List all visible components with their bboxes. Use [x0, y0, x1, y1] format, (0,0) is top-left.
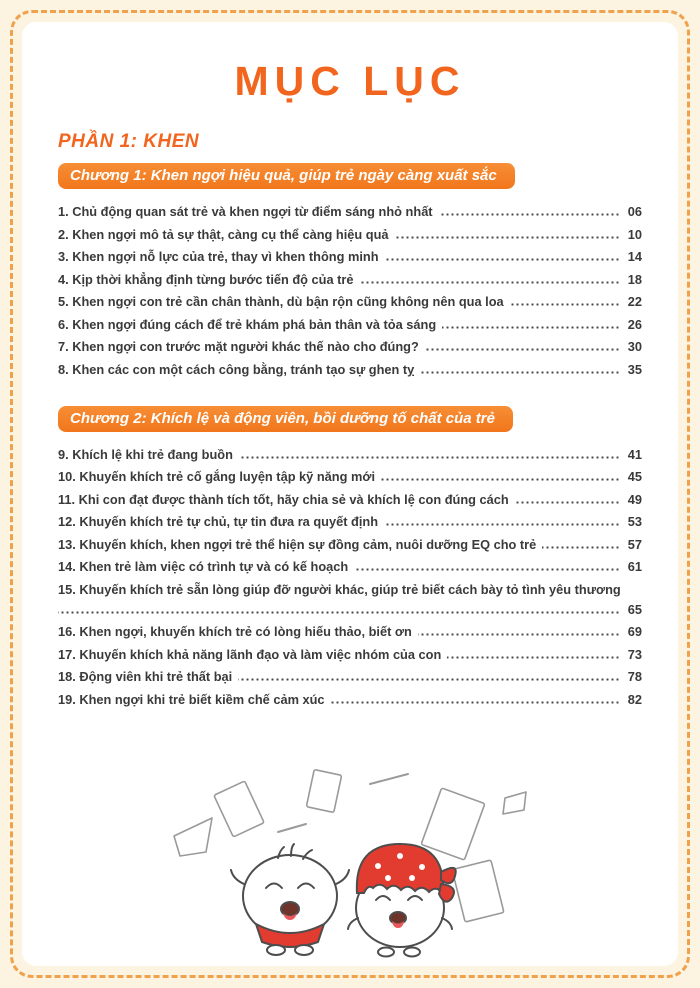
toc-item-label: 7. Khen ngợi con trước mặt người khác thế nào cho đúng?: [58, 339, 425, 354]
part-heading: PHẦN 1: KHEN: [58, 131, 200, 152]
toc-item-label: 11. Khi con đạt được thành tích tốt, hãy chia sẻ và khích lệ con đúng cách: [58, 492, 515, 507]
toc-item: [58, 247, 642, 267]
toc-list: [58, 445, 642, 710]
toc-item: [58, 270, 642, 290]
toc-item-page-number: 22: [621, 292, 642, 312]
toc-list: [58, 202, 642, 380]
toc-item: [58, 512, 642, 532]
toc-item-page-number: 26: [621, 315, 642, 335]
toc-item-label: 9. Khích lệ khi trẻ đang buồn: [58, 447, 239, 462]
toc-item: [58, 690, 642, 710]
page-title: MỤC LỤC: [234, 58, 466, 104]
toc-item-label: 18. Động viên khi trẻ thất bại: [58, 669, 238, 684]
toc-item-page-number: 69: [621, 622, 642, 642]
toc-item: [58, 360, 642, 380]
toc-item: [58, 667, 642, 687]
toc-item-page-number: 18: [621, 270, 642, 290]
toc-item-page-number: 73: [621, 645, 642, 665]
toc-item-page-number: 57: [621, 535, 642, 555]
toc-item-page-number: 30: [621, 337, 642, 357]
toc-item-page-number: 35: [621, 360, 642, 380]
toc-item-page-number: 06: [621, 202, 642, 222]
toc-item-label: 1. Chủ động quan sát trẻ và khen ngợi từ điểm sáng nhỏ nhất: [58, 204, 439, 219]
toc-item-page-number: 10: [621, 225, 642, 245]
toc-item-page-number: 65: [621, 600, 642, 620]
toc-item-label: 10. Khuyến khích trẻ cố gắng luyện tập kỹ năng mới: [58, 469, 381, 484]
toc-item-label: 4. Kịp thời khẳng định từng bước tiến độ của trẻ: [58, 272, 360, 287]
toc-item-label: 15. Khuyến khích trẻ sẵn lòng giúp đỡ người khác, giúp trẻ biết cách bày tỏ tình yêu thương: [58, 582, 627, 597]
toc-item-page-number: 49: [621, 490, 642, 510]
toc-item: [58, 535, 642, 555]
toc-item-label: 6. Khen ngợi đúng cách để trẻ khám phá bản thân và tỏa sáng: [58, 317, 442, 332]
toc-item-label: 13. Khuyến khích, khen ngợi trẻ thể hiện sự đồng cảm, nuôi dưỡng EQ cho trẻ: [58, 537, 542, 552]
toc-item-label: 14. Khen trẻ làm việc có trình tự và có kế hoạch: [58, 559, 354, 574]
toc-item-label: 17. Khuyến khích khả năng lãnh đạo và làm việc nhóm của con: [58, 647, 447, 662]
toc-item-label: 8. Khen các con một cách công bằng, tránh tạo sự ghen tỵ: [58, 362, 420, 377]
toc-item: [58, 225, 642, 245]
toc-item-label: 16. Khen ngợi, khuyến khích trẻ có lòng hiếu thảo, biết ơn: [58, 624, 418, 639]
toc-item-page-number: 45: [621, 467, 642, 487]
toc-item-page-number: 41: [621, 445, 642, 465]
toc-item-label: 5. Khen ngợi con trẻ cần chân thành, dù bận rộn cũng không nên qua loa: [58, 294, 510, 309]
chapter-section: [58, 163, 642, 380]
book-page: [22, 22, 678, 966]
toc-item: [58, 315, 642, 335]
chapter-section: [58, 406, 642, 710]
toc-chapters: [58, 163, 642, 710]
toc-item-page-number: 82: [621, 690, 642, 710]
toc-item: [58, 580, 642, 620]
chapter-heading-banner: Chương 1: Khen ngợi hiệu quả, giúp trẻ ngày càng xuất sắc: [58, 163, 515, 189]
children-illustration-drawing: [160, 768, 540, 967]
toc-item-page-number: 61: [621, 557, 642, 577]
toc-item-page-number: 78: [621, 667, 642, 687]
toc-item: [58, 337, 642, 357]
toc-item: [58, 557, 642, 577]
toc-item: [58, 445, 642, 465]
toc-item: [58, 490, 642, 510]
toc-item: [58, 467, 642, 487]
toc-item: [58, 622, 642, 642]
toc-item-page-number: 53: [621, 512, 642, 532]
toc-item: [58, 645, 642, 665]
toc-item-label: 2. Khen ngợi mô tả sự thật, càng cụ thể càng hiệu quả: [58, 227, 395, 242]
toc-item-label: 3. Khen ngợi nỗ lực của trẻ, thay vì khen thông minh: [58, 249, 385, 264]
toc-item: [58, 292, 642, 312]
toc-item-label: 19. Khen ngợi khi trẻ biết kiềm chế cảm xúc: [58, 692, 331, 707]
toc-item-page-number: 14: [621, 247, 642, 267]
children-illustration: [58, 768, 642, 967]
toc-item-label: 12. Khuyến khích trẻ tự chủ, tự tin đưa ra quyết định: [58, 514, 384, 529]
chapter-heading-banner: Chương 2: Khích lệ và động viên, bồi dưỡng tố chất của trẻ: [58, 406, 513, 432]
toc-item: [58, 202, 642, 222]
